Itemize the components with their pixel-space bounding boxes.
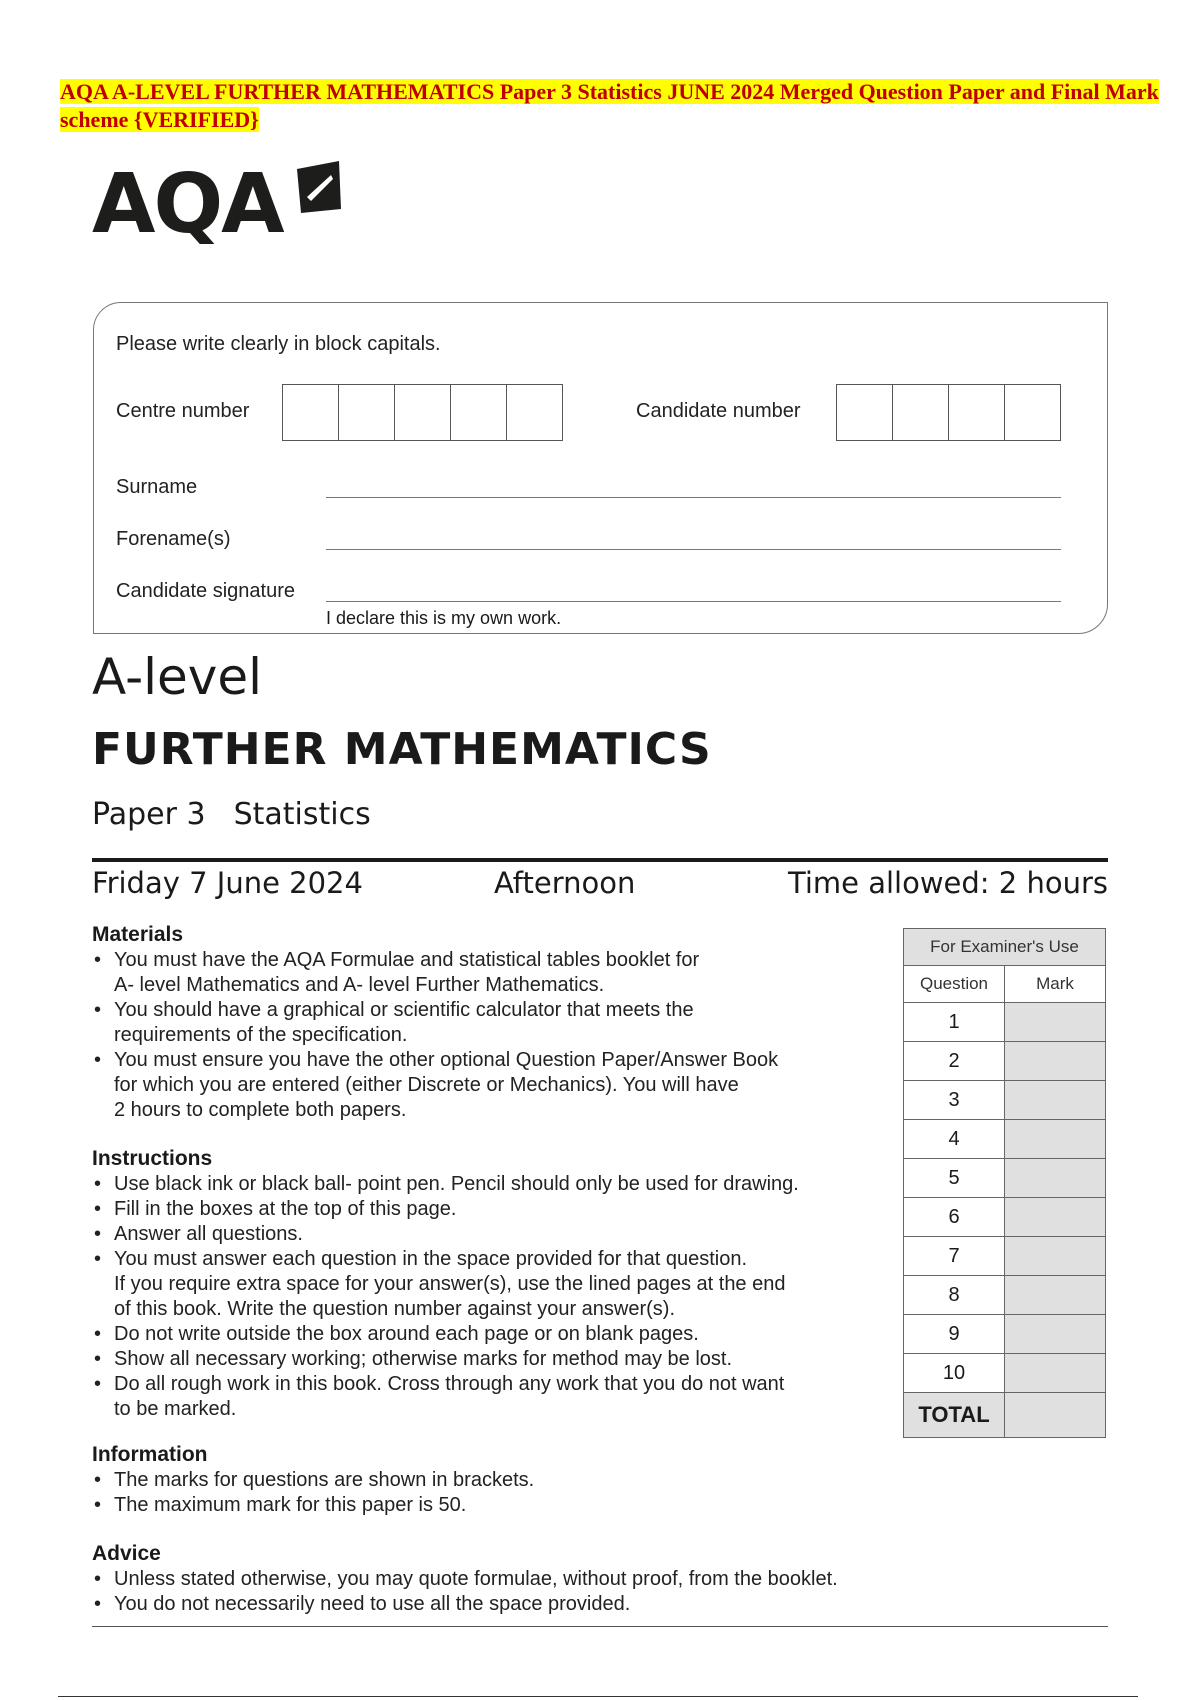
examiner-use-table <box>903 928 1106 1438</box>
question-number-cell: 7 <box>904 1237 1005 1276</box>
question-column-header: Question <box>904 966 1005 1003</box>
advice-section <box>92 1541 892 1617</box>
question-number-cell: 3 <box>904 1081 1005 1120</box>
examiner-table-row <box>904 1120 1106 1159</box>
bullet-list <box>92 1567 892 1617</box>
examiner-table-row <box>904 1354 1106 1393</box>
bullet-line: • Fill in the boxes at the top of this page. <box>114 1198 457 1220</box>
exam-duration: Time allowed: 2 hours <box>788 866 1108 900</box>
examiner-table-title: For Examiner's Use <box>904 929 1106 966</box>
examiner-table-row <box>904 1276 1106 1315</box>
bullet-item <box>114 998 892 1048</box>
surname-label: Surname <box>116 476 198 498</box>
centre-number-digit[interactable] <box>507 385 562 440</box>
exam-session: Afternoon <box>494 866 636 900</box>
advice-heading: Advice <box>92 1542 161 1565</box>
candidate-number-boxes[interactable] <box>836 384 1061 441</box>
bullet-line: • The maximum mark for this paper is 50. <box>114 1494 467 1516</box>
forename-label: Forename(s) <box>116 528 231 550</box>
bullet-item <box>114 1567 892 1592</box>
candidate-number-digit[interactable] <box>837 385 893 440</box>
aqa-tick-icon <box>293 159 345 215</box>
bullet-item <box>114 948 892 998</box>
bullet-line: • You should have a graphical or scientific calculator that meets the <box>114 999 694 1021</box>
mark-cell <box>1005 1354 1106 1393</box>
signature-field[interactable] <box>326 601 1061 602</box>
surname-field[interactable] <box>326 497 1061 498</box>
bullet-line: • Unless stated otherwise, you may quote formulae, without proof, from the booklet. <box>114 1568 838 1590</box>
mark-cell <box>1005 1120 1106 1159</box>
logo-text: AQA <box>92 157 283 252</box>
candidate-number-digit[interactable] <box>949 385 1005 440</box>
question-number-cell: 5 <box>904 1159 1005 1198</box>
examiner-table-row <box>904 1159 1106 1198</box>
bullet-line: • Do all rough work in this book. Cross through any work that you do not want <box>114 1373 785 1395</box>
instructions-heading: Instructions <box>92 1147 213 1170</box>
mark-cell <box>1005 1315 1106 1354</box>
bullet-line: • You must answer each question in the space provided for that question. <box>114 1248 747 1270</box>
bullet-line: requirements of the specification. <box>114 1024 408 1046</box>
bullet-item <box>114 1172 892 1197</box>
information-section <box>92 1442 892 1518</box>
paper-title <box>92 797 371 832</box>
qualification-title: A-level <box>92 648 263 706</box>
examiner-table-row <box>904 1081 1106 1120</box>
bullet-item <box>114 1247 892 1322</box>
bullet-item <box>114 1322 892 1347</box>
bullet-item <box>114 1197 892 1222</box>
document-banner: AQA A-LEVEL FURTHER MATHEMATICS Paper 3 Statistics JUNE 2024 Merged Question Paper and Final Mark scheme {VERIFIED} <box>60 79 1159 132</box>
bullet-item <box>114 1048 892 1123</box>
bullet-line: • The marks for questions are shown in brackets. <box>114 1469 535 1491</box>
mark-column-header: Mark <box>1005 966 1106 1003</box>
bullet-item <box>114 1347 892 1372</box>
mark-cell <box>1005 1042 1106 1081</box>
mark-cell <box>1005 1276 1106 1315</box>
mark-cell <box>1005 1003 1106 1042</box>
bullet-list <box>92 1468 892 1518</box>
bullet-line: • Answer all questions. <box>114 1223 303 1245</box>
bullet-line: A- level Mathematics and A- level Further Mathematics. <box>114 974 605 996</box>
bullet-item <box>114 1468 892 1493</box>
candidate-number-label: Candidate number <box>636 400 801 422</box>
bullet-line: for which you are entered (either Discrete or Mechanics). You will have <box>114 1074 739 1096</box>
instructions-section <box>92 1146 892 1422</box>
centre-number-digit[interactable] <box>339 385 395 440</box>
mark-cell <box>1005 1159 1106 1198</box>
paper-number: Paper 3 <box>92 797 206 832</box>
centre-number-digit[interactable] <box>451 385 507 440</box>
question-number-cell: 10 <box>904 1354 1005 1393</box>
question-number-cell: 8 <box>904 1276 1005 1315</box>
examiner-table-row <box>904 1237 1106 1276</box>
block-capitals-instruction: Please write clearly in block capitals. <box>116 333 441 355</box>
examiner-table-row <box>904 1003 1106 1042</box>
total-label: TOTAL <box>904 1393 1005 1438</box>
mark-cell <box>1005 1198 1106 1237</box>
centre-number-digit[interactable] <box>395 385 451 440</box>
question-number-cell: 1 <box>904 1003 1005 1042</box>
title-divider <box>92 858 1108 862</box>
bullet-list <box>92 1172 892 1422</box>
bullet-line: of this book. Write the question number against your answer(s). <box>114 1298 676 1320</box>
bullet-line: • Show all necessary working; otherwise marks for method may be lost. <box>114 1348 733 1370</box>
bullet-line: If you require extra space for your answer(s), use the lined pages at the end <box>114 1273 786 1295</box>
footer-divider <box>92 1626 1108 1627</box>
total-mark-cell <box>1005 1393 1106 1438</box>
paper-subtitle: Statistics <box>233 797 371 832</box>
bullet-line: to be marked. <box>114 1398 237 1420</box>
bullet-item <box>114 1592 892 1617</box>
examiner-table-row <box>904 1198 1106 1237</box>
declaration-text: I declare this is my own work. <box>326 608 562 628</box>
question-number-cell: 2 <box>904 1042 1005 1081</box>
bullet-item <box>114 1222 892 1247</box>
bullet-line: • You do not necessarily need to use all the space provided. <box>114 1593 631 1615</box>
centre-number-label: Centre number <box>116 400 250 422</box>
candidate-details-box <box>93 302 1108 634</box>
question-number-cell: 4 <box>904 1120 1005 1159</box>
page-edge-line <box>58 1696 1138 1697</box>
forename-field[interactable] <box>326 549 1061 550</box>
bullet-line: • Use black ink or black ball- point pen. Pencil should only be used for drawing. <box>114 1173 799 1195</box>
subject-title: FURTHER MATHEMATICS <box>92 724 712 775</box>
question-number-cell: 9 <box>904 1315 1005 1354</box>
examiner-table-row <box>904 1042 1106 1081</box>
bullet-line: • You must have the AQA Formulae and statistical tables booklet for <box>114 949 700 971</box>
bullet-list <box>92 948 892 1123</box>
examiner-table-row <box>904 1315 1106 1354</box>
mark-cell <box>1005 1081 1106 1120</box>
bullet-item <box>114 1372 892 1422</box>
question-number-cell: 6 <box>904 1198 1005 1237</box>
candidate-number-digit[interactable] <box>893 385 949 440</box>
materials-heading: Materials <box>92 923 184 946</box>
bullet-line: • Do not write outside the box around each page or on blank pages. <box>114 1323 699 1345</box>
candidate-number-digit[interactable] <box>1005 385 1060 440</box>
centre-number-digit[interactable] <box>283 385 339 440</box>
information-heading: Information <box>92 1443 208 1466</box>
bullet-line: • You must ensure you have the other optional Question Paper/Answer Book <box>114 1049 779 1071</box>
centre-number-boxes[interactable] <box>282 384 563 441</box>
signature-label: Candidate signature <box>116 580 296 602</box>
bullet-item <box>114 1493 892 1518</box>
mark-cell <box>1005 1237 1106 1276</box>
exam-date: Friday 7 June 2024 <box>92 866 363 900</box>
bullet-line: 2 hours to complete both papers. <box>114 1099 407 1121</box>
materials-section <box>92 922 892 1123</box>
